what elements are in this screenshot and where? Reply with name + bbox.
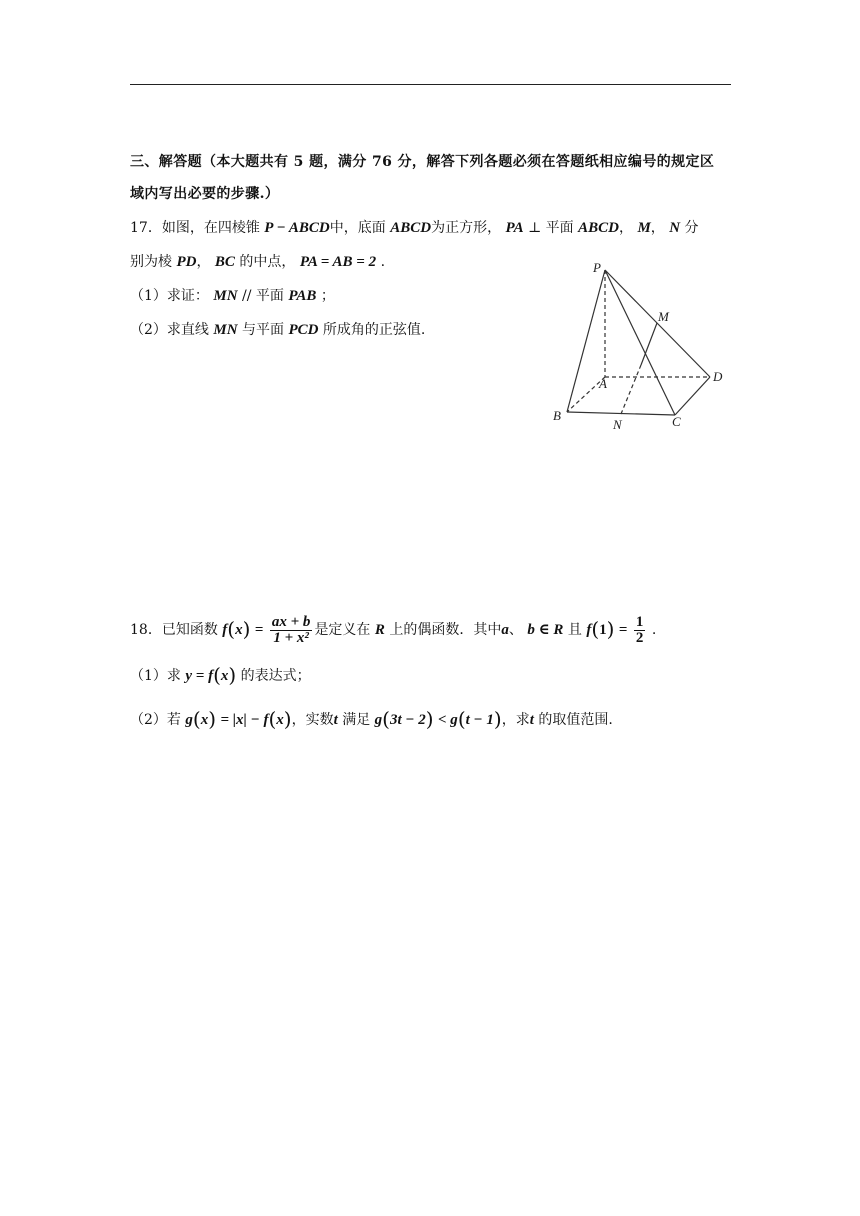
q18-part1: （1）求 y = f(x) 的表达式；: [130, 663, 311, 687]
q18-half: $\frac{1}{2}$: [635, 613, 644, 646]
q17-part2: （2）求直线 MN 与平面 PCD 所成角的正弦值.: [130, 322, 426, 338]
q17-line1: 17．如图，在四棱锥 P − ABCD中，底面 ABCD为正方形， PA ⊥ 平面 ABCD， M， N 分: [130, 220, 699, 236]
label-D: D: [713, 369, 723, 384]
segment-MN-solid: [641, 323, 657, 365]
label-C: C: [672, 414, 681, 429]
label-B: B: [553, 408, 561, 423]
q18-part2: （2）若 g(x) = |x| − f(x)，实数t 满足 g(3t − 2) < g(t − 1)，求t 的取值范围.: [130, 707, 613, 731]
label-A: A: [599, 376, 607, 391]
edge-CD: [675, 377, 710, 415]
q17-part1: （1）求证： MN // 平面 PAB ；: [130, 288, 335, 304]
label-N: N: [613, 417, 622, 432]
segment-MN-dashed: [621, 365, 641, 414]
q18-number: 18．: [130, 622, 162, 638]
q17-line2: 别为棱 PD， BC 的中点， PA = AB = 2 .: [130, 254, 386, 270]
q18-fraction: $\frac{ax + b}{\text{1 + x²}}$: [271, 613, 311, 646]
section-heading-line2: 域内写出必要的步骤.）: [130, 186, 280, 202]
top-rule: [130, 84, 731, 85]
section-heading-line1: 三、解答题（本大题共有 5 题，满分 76 分，解答下列各题必须在答题纸相应编号的规定区: [130, 154, 715, 170]
q17-number: 17．: [130, 220, 162, 236]
q18-line1: 18．已知函数 f(x) = $\frac{ax + b}{\text{1 + x²}}$ 是定义在 R 上的偶函数．其中a、 b ∈ R 且 f(1) = $\frac{1}{2}$ .: [130, 613, 657, 646]
label-M: M: [658, 309, 669, 324]
label-P: P: [593, 260, 601, 275]
pyramid-figure: [545, 255, 735, 435]
edge-PC: [605, 270, 675, 415]
